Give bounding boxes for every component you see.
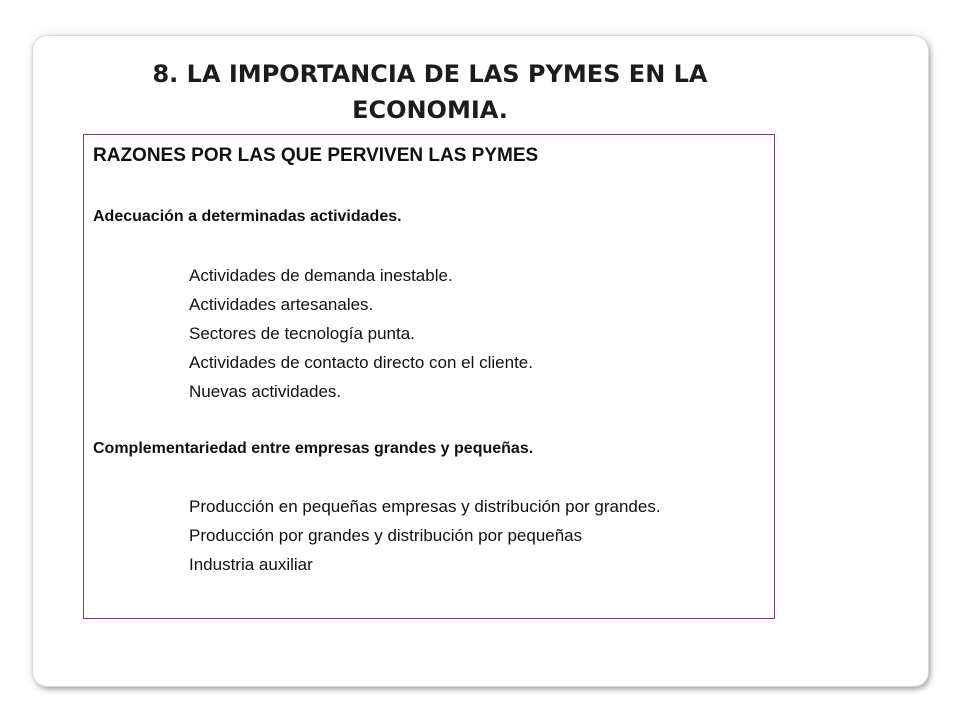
section-heading-adecuacion: Adecuación a determinadas actividades. — [93, 208, 402, 225]
adecuacion-list — [189, 261, 533, 406]
list-item: Nuevas actividades. — [189, 382, 342, 401]
complementariedad-list — [189, 492, 759, 579]
section-heading-complementariedad: Complementariedad entre empresas grandes y pequeñas. — [93, 440, 534, 457]
list-item: Actividades de demanda inestable. — [189, 266, 453, 285]
list-item: Actividades artesanales. — [189, 295, 374, 314]
slide-title: 8. LA IMPORTANCIA DE LAS PYMES EN LA ECONOMIA. — [152, 60, 708, 124]
content-box — [83, 134, 775, 619]
list-item: Actividades de contacto directo con el cliente. — [189, 353, 533, 372]
list-item: Industria auxiliar — [189, 555, 313, 574]
list-item: Producción por grandes y distribución por pequeñas — [189, 526, 583, 545]
list-item: Producción en pequeñas empresas y distribución por grandes. — [189, 497, 661, 516]
list-item: Sectores de tecnología punta. — [189, 324, 415, 343]
box-heading: RAZONES POR LAS QUE PERVIVEN LAS PYMES — [93, 145, 539, 166]
